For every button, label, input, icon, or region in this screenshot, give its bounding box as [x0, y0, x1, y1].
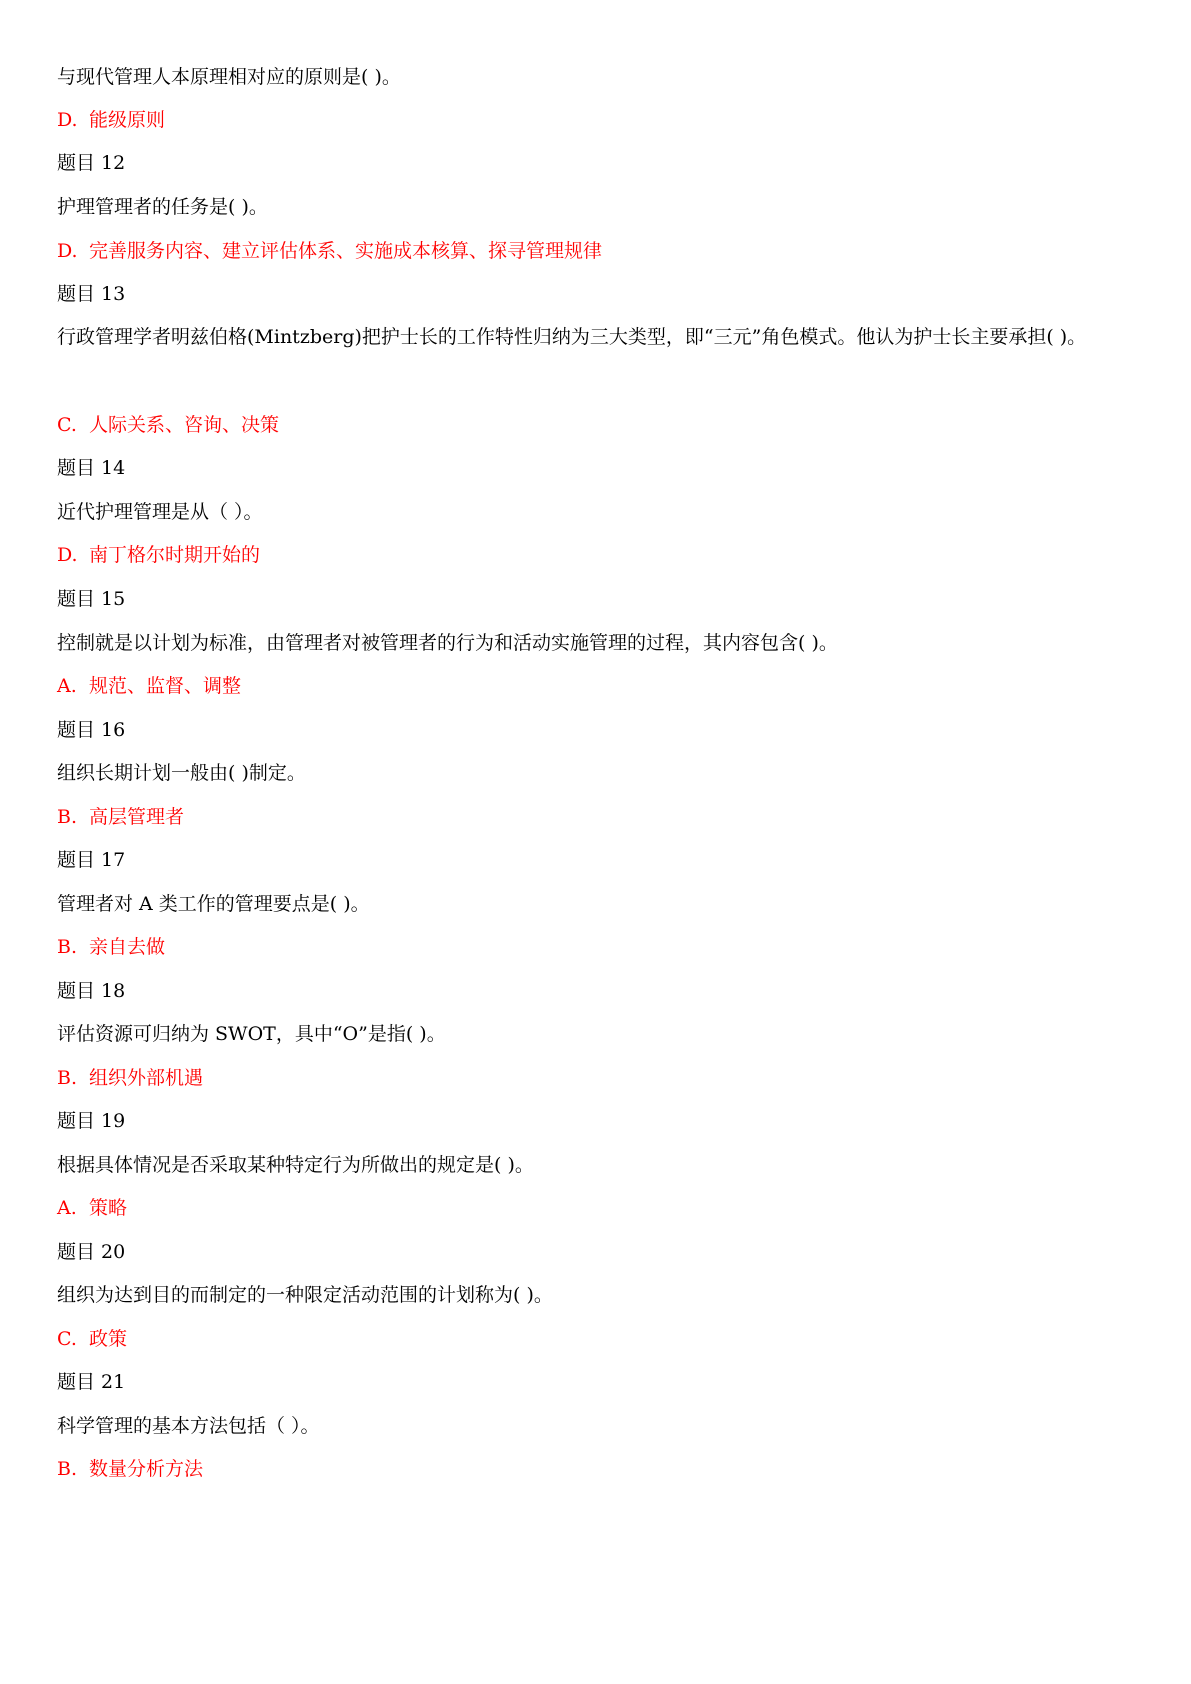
answer-option — [57, 542, 260, 568]
answer-text: 组织外部机遇 — [89, 1067, 204, 1089]
answer-letter: C. — [57, 1328, 77, 1350]
answer-option — [57, 107, 165, 133]
answer-text: 高层管理者 — [89, 806, 185, 828]
question-number: 题目 21 — [57, 1371, 126, 1393]
question-text: 管理者对 A 类工作的管理要点是( )。 — [57, 893, 370, 915]
answer-letter: C. — [57, 414, 77, 436]
answer-letter: B. — [57, 1458, 78, 1480]
question-text: 护理管理者的任务是( )。 — [57, 196, 268, 218]
answer-letter: B. — [57, 1067, 78, 1089]
question-number: 题目 18 — [57, 980, 126, 1002]
answer-text: 规范、监督、调整 — [89, 675, 242, 697]
answer-letter: A. — [57, 675, 77, 697]
question-text: 组织为达到目的而制定的一种限定活动范围的计划称为( )。 — [57, 1284, 553, 1306]
answer-text: 策略 — [89, 1197, 128, 1219]
question-text: 控制就是以计划为标准，由管理者对被管理者的行为和活动实施管理的过程，其内容包含( )。 — [57, 632, 838, 654]
answer-option — [57, 1326, 127, 1352]
question-text: 组织长期计划一般由( )制定。 — [57, 762, 306, 784]
question-number: 题目 19 — [57, 1110, 126, 1132]
answer-option — [57, 673, 241, 699]
answer-letter: B. — [57, 806, 78, 828]
answer-letter: B. — [57, 936, 78, 958]
question-number: 题目 15 — [57, 588, 126, 610]
question-text: 近代护理管理是从（ ）。 — [57, 501, 263, 523]
answer-text: 亲自去做 — [89, 936, 166, 958]
answer-option — [57, 804, 184, 830]
answer-letter: A. — [57, 1197, 77, 1219]
question-text: 与现代管理人本原理相对应的原则是( )。 — [57, 66, 401, 88]
answer-option — [57, 1065, 203, 1091]
question-text: 根据具体情况是否采取某种特定行为所做出的规定是( )。 — [57, 1154, 534, 1176]
question-number: 题目 12 — [57, 152, 126, 174]
answer-option — [57, 238, 602, 264]
question-text: 科学管理的基本方法包括（ ）。 — [57, 1415, 320, 1437]
answer-text: 能级原则 — [89, 109, 166, 131]
answer-letter: D. — [57, 109, 78, 131]
answer-text: 南丁格尔时期开始的 — [89, 544, 261, 566]
question-text: 评估资源可归纳为 SWOT，具中“O”是指( )。 — [57, 1023, 446, 1045]
answer-option — [57, 1195, 127, 1221]
question-number: 题目 17 — [57, 849, 126, 871]
answer-letter: D. — [57, 544, 78, 566]
question-number: 题目 20 — [57, 1241, 126, 1263]
question-text: 行政管理学者明兹伯格(Mintzberg)把护士长的工作特性归纳为三大类型，即“三元”角色模式。他认为护士长主要承担( )。 — [57, 326, 1087, 348]
answer-option — [57, 412, 279, 438]
answer-letter: D. — [57, 240, 78, 262]
answer-text: 人际关系、咨询、决策 — [89, 414, 280, 436]
answer-option — [57, 1456, 203, 1482]
question-number: 题目 13 — [57, 283, 126, 305]
answer-option — [57, 934, 165, 960]
question-number: 题目 14 — [57, 457, 126, 479]
question-number: 题目 16 — [57, 719, 126, 741]
answer-text: 政策 — [89, 1328, 128, 1350]
answer-text: 完善服务内容、建立评估体系、实施成本核算、探寻管理规律 — [89, 240, 603, 262]
answer-text: 数量分析方法 — [89, 1458, 204, 1480]
